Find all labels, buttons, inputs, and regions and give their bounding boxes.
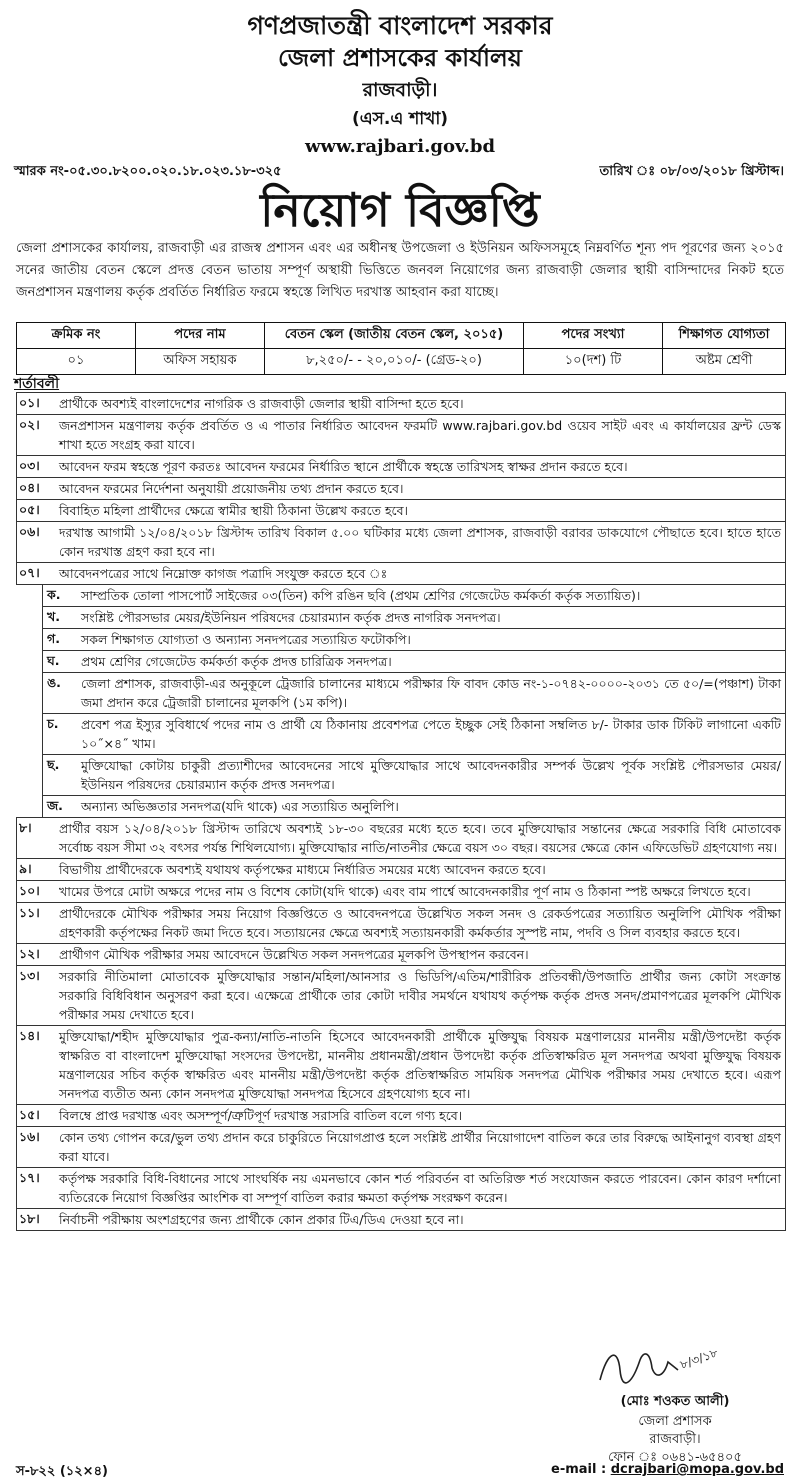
condition-number: ০৭। xyxy=(19,565,40,580)
sub-condition-item xyxy=(42,606,786,629)
table-row xyxy=(17,349,786,375)
condition-item xyxy=(16,902,786,944)
sub-condition-number: গ. xyxy=(47,631,60,646)
conditions-title: শর্তাবলী xyxy=(14,376,60,392)
sub-condition-number: ঘ. xyxy=(47,653,60,668)
memo-number: স্মারক নং-০৫.৩০.৮২০০.০২০.১৮.০২৩.১৮-৩২৫ xyxy=(14,164,282,179)
condition-text: প্রার্থীর বয়স ১২/০৪/২০১৮ খ্রিস্টাব্দ তারিখে অবশ্যই ১৮-৩০ বছরের মধ্যে হতে হবে। তবে মুক্তিযোদ্ধার সন্তানের ক্ষেত্রে সরকারি বিধি মোতাবেক সর্বোচ্চ বয়স সীমা ৩২ বৎসর পর্যন্ত শিথিলযোগ্য। মুক্তিযোদ্ধার নাতি/নাতনীর ক্ষেত্রে বয়স ৩০ বছর। বয়সের ক্ষেত্রে কোন এফিডেভিট গ্রহণযোগ্য নয়। xyxy=(59,821,781,855)
signatory-place: রাজবাড়ী। xyxy=(649,1432,701,1447)
table-header-cell: শিক্ষাগত যোগ্যতা xyxy=(663,323,786,349)
sub-condition-text: প্রথম শ্রেণির গেজেটেড কর্মকর্তা কর্তৃক প্রদত্ত চারিত্রিক সনদপত্র। xyxy=(81,654,392,669)
table-cell: ৮,২৫০/- - ২০,০১০/- (গ্রেড-২০) xyxy=(265,349,524,375)
intro-paragraph: জেলা প্রশাসকের কার্যালয়, রাজবাড়ী এর রাজস্ব প্রশাসন এবং এর অধীনস্থ উপজেলা ও ইউনিয়ন অফিসসমূহে নিম্নবর্ণিত শূন্য পদ পূরণের জন্য ২০১৫ সনের জাতীয় বেতন স্কেলে প্রদত্ত বেতন ভাতায় সম্পূর্ণ অস্থায়ী ভিত্তিতে জনবল নিয়োগের জন্য রাজবাড়ী জেলার স্থায়ী বাসিন্দাদের নিকট হতে জনপ্রশাসন মন্ত্রণালয় কর্তৃক প্রবর্তিত নির্ধারিত ফরমে স্বহস্তে লিখিত দরখাস্ত আহবান করা যাচ্ছে। xyxy=(16,241,784,300)
condition-text: প্রার্থীগণ মৌখিক পরীক্ষার সময় আবেদনে উল্লেখিত সকল সনদপত্রের মূলকপি উপস্থাপন করবেন। xyxy=(59,947,529,962)
sub-condition-item xyxy=(42,754,786,796)
condition-number: ১২। xyxy=(19,946,40,961)
condition-item xyxy=(16,455,786,478)
condition-number: ১৬। xyxy=(19,1129,40,1144)
sub-condition-item xyxy=(42,650,786,673)
sub-condition-item xyxy=(42,628,786,651)
table-cell: অফিস সহায়ক xyxy=(136,349,265,375)
condition-text: আবেদন ফরমের নির্দেশনা অনুযায়ী প্রয়োজনীয় তথ্য প্রদান করতে হবে। xyxy=(59,481,404,496)
signatory-name: (মোঃ শওকত আলী) xyxy=(620,1394,730,1409)
condition-text: আবেদন ফরম স্বহস্তে পূরণ করতঃ আবেদন ফরমের নির্ধারিত স্থানে প্রার্থীকে স্বহস্তে তারিখসহ স্বাক্ষর প্রদান করতে হবে। xyxy=(59,459,628,474)
condition-text: বিভাগীয় প্রার্থীদেরকে অবশ্যই যথাযথ কর্তৃপক্ষের মাধ্যমে নির্ধারিত সময়ের মধ্যে আবেদন করতে হবে। xyxy=(59,862,546,877)
condition-number: ১৪। xyxy=(19,1028,40,1043)
condition-item xyxy=(16,1208,786,1231)
table-header-cell: পদের সংখ্যা xyxy=(524,323,663,349)
condition-text: সরকারি নীতিমালা মোতাবেক মুক্তিযোদ্ধার সন্তান/মহিলা/আনসার ও ভিডিপি/এতিম/শারীরিক প্রতিবন্ধী/উপজাতি প্রার্থীর জন্য কোটা সংক্রান্ত সরকারি বিধিবিধান অনুসরণ করা হবে। এক্ষেত্রে প্রার্থীকে তার কোটা দাবীর সমর্থনে যথাযথ কর্তৃপক্ষ কর্তৃক প্রদত্ত সনদ/প্রমাণপত্রের মূলকপি মৌখিক পরীক্ষার সময় দেখাতে হবে। xyxy=(59,969,781,1022)
email-line xyxy=(551,1462,784,1477)
condition-text: দরখাস্ত আগামী ১২/০৪/২০১৮ খ্রিস্টাব্দ তারিখ বিকাল ৫.০০ ঘটিকার মধ্যে জেলা প্রশাসক, রাজবাড়ী বরাবর ডাকযোগে পৌছাতে হবে। হাতে হাতে কোন দরখাস্ত গ্রহণ করা হবে না। xyxy=(59,525,781,559)
sub-condition-number: চ. xyxy=(47,716,59,731)
table-header-row xyxy=(17,323,786,349)
condition-text: জনপ্রশাসন মন্ত্রণালয় কর্তৃক প্রবর্তিত ও এ পাতার নির্ধারিত আবেদন ফরমটি www.rajbari.gov.bd ওয়েব সাইট এবং এ কার্যালয়ের ফ্রন্ট ডেস্ক শাখা হতে সংগ্রহ করা যাবে। xyxy=(59,418,781,452)
notice-title: নিয়োগ বিজ্ঞপ্তি xyxy=(260,183,540,237)
condition-text: খামের উপরে মোটা অক্ষরে পদের নাম ও বিশেষ কোটা(যদি থাকে) এবং বাম পার্শ্বে আবেদনকারীর পূর্ণ নাম ও ঠিকানা স্পষ্ট অক্ষরে লিখতে হবে। xyxy=(59,884,751,899)
sub-condition-number: জ. xyxy=(47,798,63,813)
district-heading: রাজবাড়ী। xyxy=(362,79,438,101)
table-header-cell: বেতন স্কেল (জাতীয় বেতন স্কেল, ২০১৫) xyxy=(265,323,524,349)
notice-date: তারিখ ঃ ০৮/০৩/২০১৮ খ্রিস্টাব্দ। xyxy=(599,164,784,179)
condition-item xyxy=(16,1167,786,1209)
condition-text: বিলম্বে প্রাপ্ত দরখাস্ত এবং অসম্পূর্ণ/ত্রুটিপূর্ণ দরখাস্ত সরাসরি বাতিল বলে গণ্য হবে। xyxy=(59,1108,463,1123)
condition-text: প্রার্থীকে অবশ্যই বাংলাদেশের নাগরিক ও রাজবাড়ী জেলার স্থায়ী বাসিন্দা হতে হবে। xyxy=(59,396,464,411)
branch-heading: (এস.এ শাখা) xyxy=(351,109,449,129)
handwritten-signature-icon xyxy=(560,1340,760,1392)
posts-table xyxy=(16,322,786,375)
condition-item xyxy=(16,1025,786,1105)
table-header-cell: পদের নাম xyxy=(136,323,265,349)
condition-text: মুক্তিযোদ্ধা/শহীদ মুক্তিযোদ্ধার পুত্র-কন্যা/নাতি-নাতনি হিসেবে আবেদনকারী প্রার্থীকে মুক্তিযুদ্ধ বিষয়ক মন্ত্রণালয়ের মাননীয় মন্ত্রী/উপদেষ্টা কর্তৃক স্বাক্ষরিত বা বাংলাদেশ মুক্তিযোদ্ধা সংসদের উপদেষ্টা, মাননীয় প্রধানমন্ত্রী/প্রধান উপদেষ্টা কর্তৃক প্রতিস্বাক্ষরিত মূল সনদপত্র অথবা মুক্তিযুদ্ধ বিষয়ক মন্ত্রণালয়ের সচিব কর্তৃক স্বাক্ষরিত এবং মাননীয় মন্ত্রী/উপদেষ্টা কর্তৃক প্রতিস্বাক্ষরিত সাময়িক সনদপত্র মৌখিক পরীক্ষার সময় দেখাতে হবে। এরূপ সনদপত্র ব্যতীত অন্য কোন সনদপত্র মুক্তিযোদ্ধা সনদপত্র হিসেবে গ্রহণযোগ্য হবে না। xyxy=(59,1029,781,1101)
sub-condition-text: সংশ্লিষ্ট পৌরসভার মেয়র/ইউনিয়ন পরিষদের চেয়ারম্যান কর্তৃক প্রদত্ত নাগরিক সনদপত্র। xyxy=(81,610,501,625)
conditions-list xyxy=(16,392,786,1230)
condition-item xyxy=(16,562,786,585)
condition-number: ০১। xyxy=(19,395,40,410)
condition-text: কোন তথ্য গোপন করে/ভুল তথ্য প্রদান করে চাকুরিতে নিয়োগপ্রাপ্ত হলে সংশ্লিষ্ট প্রার্থীর নিয়োগাদেশ বাতিল করে তার বিরুদ্ধে আইনানুগ ব্যবস্থা গ্রহণ করা যাবে। xyxy=(59,1130,781,1164)
condition-item xyxy=(16,499,786,522)
sub-condition-item xyxy=(42,795,786,818)
condition-text: আবেদনপত্রের সাথে নিম্নোক্ত কাগজ পত্রাদি সংযুক্ত করতে হবে ঃ xyxy=(59,566,388,581)
condition-text: বিবাহিত মহিলা প্রার্থীদের ক্ষেত্রে স্বামীর স্থায়ী ঠিকানা উল্লেখ করতে হবে। xyxy=(59,503,408,518)
sub-condition-item xyxy=(42,672,786,714)
condition-number: ৯। xyxy=(19,861,32,876)
condition-number: ১৫। xyxy=(19,1107,40,1122)
condition-text: কর্তৃপক্ষ সরকারি বিধি-বিধানের সাথে সাংঘর্ষিক নয় এমনভাবে কোন শর্ত পরিবর্তন বা অতিরিক্ত শর্ত সংযোজন করতে পারবেন। কোন কারণ দর্শানো ব্যতিরেকে নিয়োগ বিজ্ঞপ্তির আংশিক বা সম্পূর্ণ বাতিল করার ক্ষমতা কর্তৃপক্ষ সংরক্ষণ করেন। xyxy=(59,1171,781,1205)
condition-item xyxy=(16,965,786,1026)
condition-number: ০৫। xyxy=(19,502,40,517)
condition-number: ১৭। xyxy=(19,1170,40,1185)
sub-condition-number: খ. xyxy=(47,609,60,624)
condition-number: ০৬। xyxy=(19,524,40,539)
condition-number: ৮। xyxy=(19,820,32,835)
condition-item xyxy=(16,943,786,966)
office-heading: জেলা প্রশাসকের কার্যালয় xyxy=(278,44,522,72)
condition-text: নির্বাচনী পরীক্ষায় অংশগ্রহণের জন্য প্রার্থীকে কোন প্রকার টিএ/ডিএ দেওয়া হবে না। xyxy=(59,1212,464,1227)
condition-item xyxy=(16,880,786,903)
condition-number: ১০। xyxy=(19,883,40,898)
website-link[interactable]: www.rajbari.gov.bd xyxy=(304,136,496,157)
condition-item xyxy=(16,477,786,500)
condition-item xyxy=(16,414,786,456)
sub-condition-number: ছ. xyxy=(47,757,60,772)
condition-item xyxy=(16,392,786,415)
sub-condition-text: সাম্প্রতিক তোলা পাসপোর্ট সাইজের ০৩(তিন) কপি রঙিন ছবি (প্রথম শ্রেণির গেজেটেড কর্মকর্তা কর্তৃক সত্যায়িত)। xyxy=(81,588,641,603)
signature-date: ৮/৩/১৮ xyxy=(678,1345,720,1372)
table-cell: ০১ xyxy=(17,349,136,375)
signatory-designation: জেলা প্রশাসক xyxy=(638,1414,712,1429)
signature-mark xyxy=(560,1340,760,1392)
email-link[interactable]: dcrajbari@mopa.gov.bd xyxy=(610,1462,784,1477)
condition-item xyxy=(16,858,786,881)
print-code: স-৮২২ (১২×৪) xyxy=(16,1464,108,1479)
sub-condition-text: মুক্তিযোদ্ধা কোটায় চাকুরী প্রত্যাশীদের আবেদনের সাথে মুক্তিযোদ্ধার সাথে আবেদনকারীর সম্পর্ক উল্লেখ পূর্বক সংশ্লিষ্ট পৌরসভার মেয়র/ইউনিয়ন পরিষদের চেয়ারম্যান কর্তৃক প্রদত্ত সনদপত্র। xyxy=(81,758,781,792)
sub-condition-item xyxy=(42,713,786,755)
condition-number: ১৮। xyxy=(19,1211,40,1226)
condition-text: প্রার্থীদেরকে মৌখিক পরীক্ষার সময় নিয়োগ বিজ্ঞপ্তিতে ও আবেদনপত্রে উল্লেখিত সকল সনদ ও রেকর্ডপত্রের সত্যায়িত অনুলিপি মৌখিক পরীক্ষা গ্রহণকারী কর্তৃপক্ষের নিকট জমা দিতে হবে। সত্যায়নের ক্ষেত্রে অবশ্যই সত্যায়নকারী কর্মকর্তার সুস্পষ্ট নাম, পদবি ও সিল ব্যবহার করতে হবে। xyxy=(59,906,781,940)
table-cell: অষ্টম শ্রেণী xyxy=(663,349,786,375)
condition-number: ০৩। xyxy=(19,458,40,473)
table-header-cell: ক্রমিক নং xyxy=(17,323,136,349)
condition-number: ১১। xyxy=(19,905,40,920)
condition-number: ০৪। xyxy=(19,480,40,495)
government-heading: গণপ্রজাতন্ত্রী বাংলাদেশ সরকার xyxy=(247,11,553,40)
sub-condition-text: জেলা প্রশাসক, রাজবাড়ী-এর অনুকূলে ট্রেজারি চালানের মাধ্যমে পরীক্ষার ফি বাবদ কোড নং-১-০৭৪২-০০০০-২০৩১ তে ৫০/=(পঞ্চাশ) টাকা জমা প্রদান করে ট্রেজারী চালানের মূলকপি (১ম কপি)। xyxy=(81,676,781,710)
sub-condition-number: ঙ. xyxy=(47,675,61,690)
office-phone: ফোন ঃ ০৬৪১-৬৫৪০৫ xyxy=(608,1450,742,1465)
table-cell: ১০(দশ) টি xyxy=(524,349,663,375)
condition-number: ১৩। xyxy=(19,968,40,983)
condition-item xyxy=(16,1104,786,1127)
sub-condition-item xyxy=(42,584,786,607)
condition-item xyxy=(16,521,786,563)
condition-item xyxy=(16,1126,786,1168)
sub-condition-number: ক. xyxy=(47,587,61,602)
sub-condition-text: অন্যান্য অভিজ্ঞতার সনদপত্র(যদি থাকে) এর সত্যায়িত অনুলিপি। xyxy=(81,799,399,814)
sub-condition-text: প্রবেশ পত্র ইস্যুর সুবিধার্থে পদের নাম ও প্রার্থী যে ঠিকানায় প্রবেশপত্র পেতে ইচ্ছুক সেই ঠিকানা সম্বলিত ৮/- টাকার ডাক টিকিট লাগানো একটি ১০˝×৪˝ খাম। xyxy=(81,717,781,751)
condition-item xyxy=(16,817,786,859)
condition-number: ০২। xyxy=(19,417,40,432)
email-label: e-mail : xyxy=(551,1462,607,1477)
sub-condition-text: সকল শিক্ষাগত যোগ্যতা ও অন্যান্য সনদপত্রের সত্যায়িত ফটোকপি। xyxy=(81,632,411,647)
